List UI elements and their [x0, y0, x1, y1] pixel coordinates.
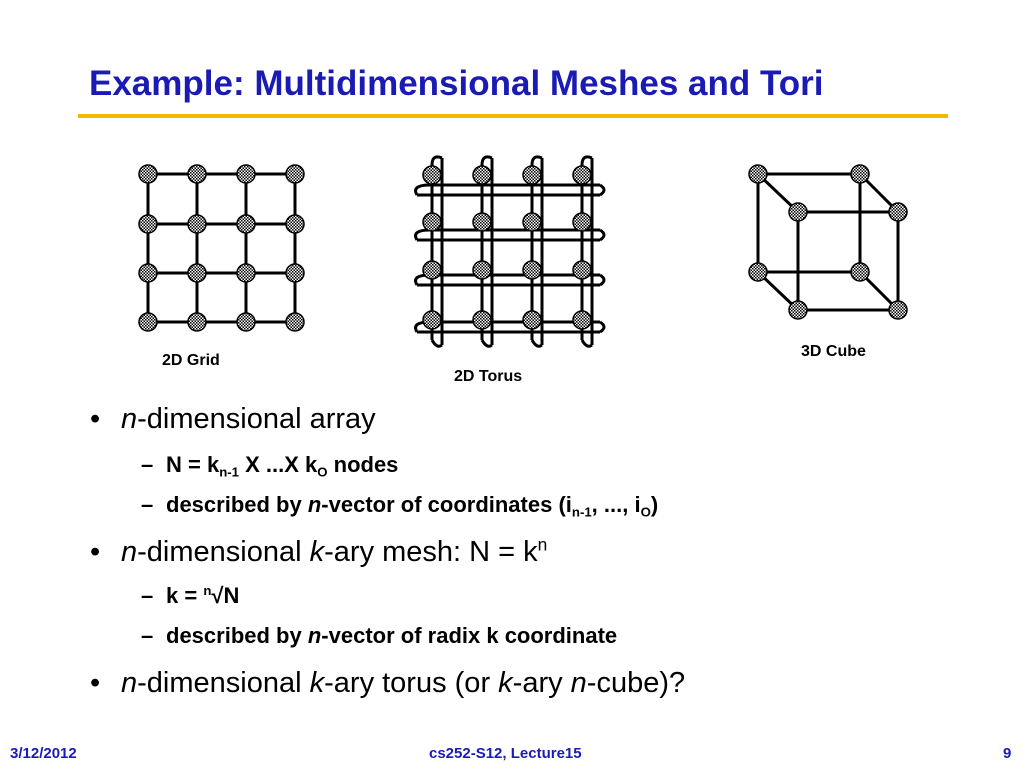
text-part3: -ary: [512, 667, 571, 699]
bullet-text: -dimensional array: [137, 403, 376, 435]
footer-course: cs252-S12, Lecture15: [429, 745, 582, 762]
text-part2: -ary torus (or: [324, 667, 499, 699]
italic-n: n: [121, 536, 138, 568]
dash-marker: –: [141, 492, 154, 517]
subscript: n-1: [571, 504, 592, 520]
text-tail: -vector of radix k coordinate: [321, 623, 618, 648]
italic-k: k: [309, 667, 325, 699]
formula-root: √N: [211, 583, 240, 608]
superscript: n: [203, 583, 212, 599]
italic-n: n: [121, 403, 138, 435]
italic-k: k: [309, 536, 325, 568]
dash-marker: –: [141, 623, 154, 648]
italic-n: n: [307, 623, 322, 648]
bullet-marker: •: [90, 403, 101, 435]
text-lead: described by: [166, 623, 308, 648]
cube-3d-diagram: [740, 160, 915, 330]
bullet-marker: •: [90, 667, 101, 699]
formula-lead: k =: [166, 583, 204, 608]
title-underline: [78, 114, 948, 118]
subscript: O: [640, 504, 651, 520]
text-part2: -ary mesh: N = k: [324, 536, 538, 568]
cube-caption: 3D Cube: [801, 343, 866, 360]
grid-caption: 2D Grid: [162, 352, 220, 369]
text-part1: -dimensional: [137, 667, 310, 699]
text-part1: -dimensional: [137, 536, 310, 568]
text-tail: ): [650, 492, 659, 517]
subscript: O: [317, 464, 328, 480]
text-lead: described by: [166, 492, 308, 517]
bullet-marker: •: [90, 536, 101, 568]
formula-tail: nodes: [327, 452, 399, 477]
italic-n: n: [121, 667, 138, 699]
footer-date: 3/12/2012: [10, 745, 77, 762]
italic-n: n: [307, 492, 322, 517]
italic-k: k: [498, 667, 513, 699]
dash-marker: –: [141, 583, 154, 608]
formula-mid: X ...X k: [238, 452, 318, 477]
torus-caption: 2D Torus: [454, 368, 523, 385]
formula-lead: N = k: [166, 452, 220, 477]
text-mid: -vector of coordinates (i: [321, 492, 572, 517]
italic-n: n: [570, 667, 587, 699]
footer-page-number: 9: [1003, 745, 1012, 762]
text-mid2: , ..., i: [591, 492, 641, 517]
dash-marker: –: [141, 452, 154, 477]
grid-2d-diagram: [130, 160, 315, 340]
text-part4: -cube)?: [586, 667, 686, 699]
subscript: n-1: [219, 464, 239, 480]
slide-title: Example: Multidimensional Meshes and Tori: [89, 64, 824, 103]
superscript: n: [537, 534, 548, 555]
torus-2d-diagram: [405, 150, 610, 350]
